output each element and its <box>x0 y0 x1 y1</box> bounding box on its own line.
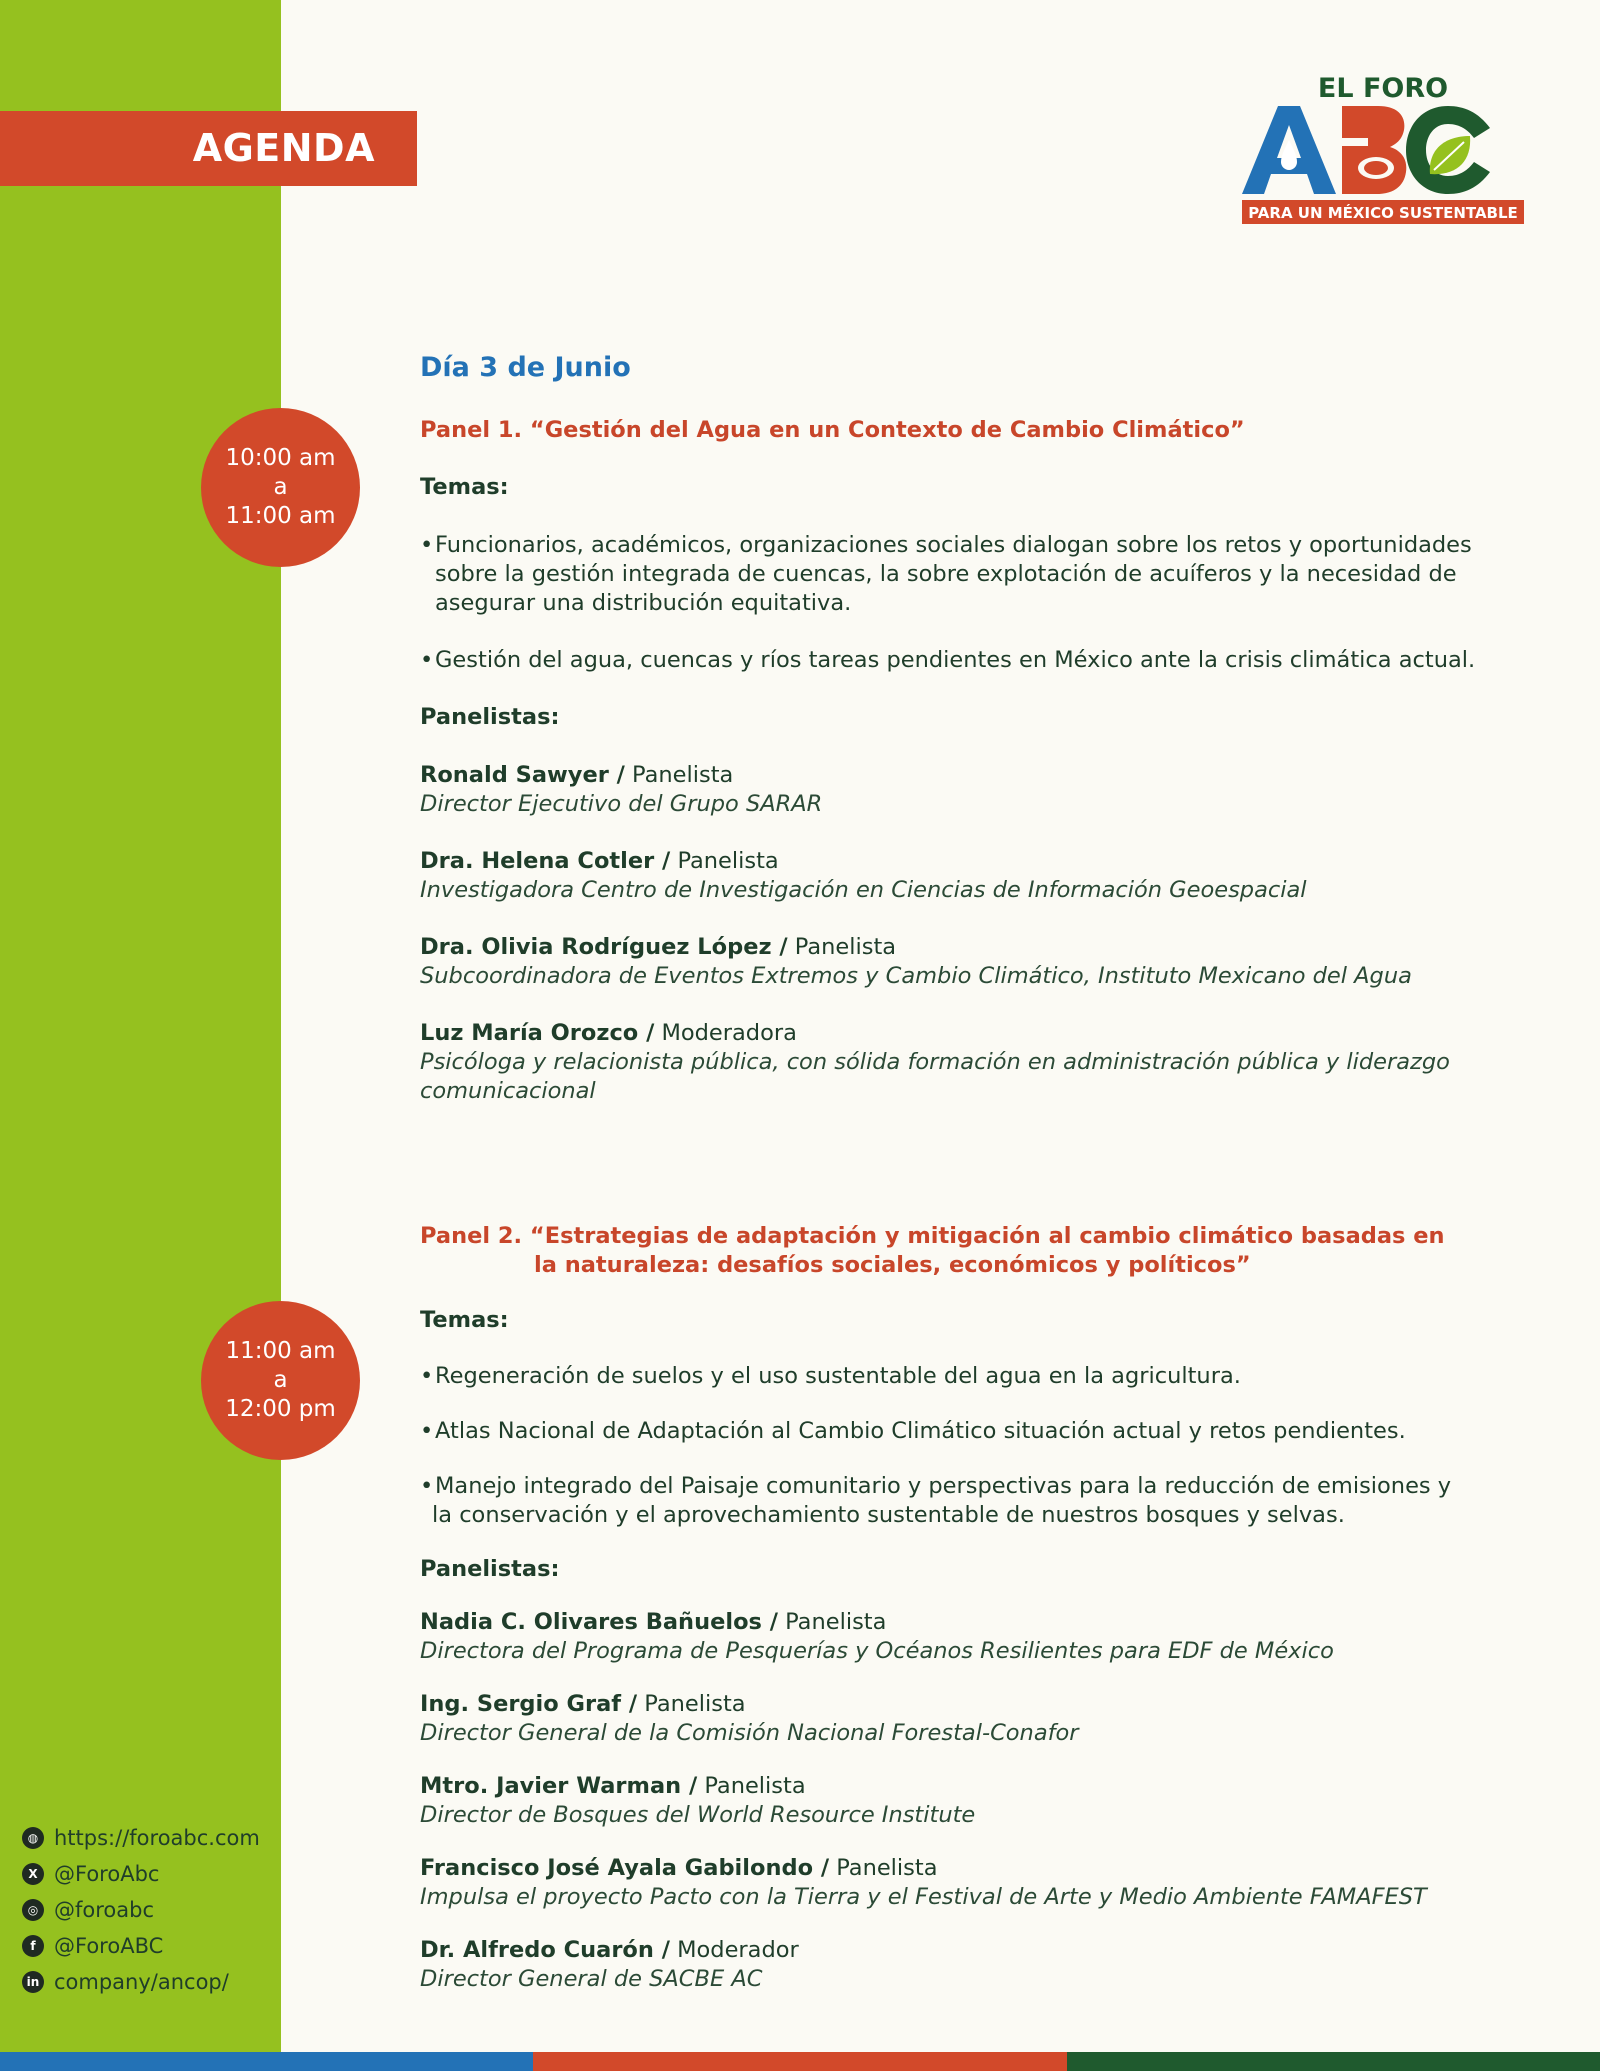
tema-item: •Funcionarios, académicos, organizaciones sociales dialogan sobre los retos y oportunidades sobre la gestión integrada de cuencas, la sobre explotación de acuíferos y la necesidad de asegurar una distribución equitativa. <box>420 532 1472 616</box>
panelist-description: Director de Bosques del World Resource Institute <box>420 1802 976 1828</box>
footer-bar-green <box>1067 2052 1600 2071</box>
globe-icon: ◍ <box>22 1827 44 1849</box>
bullet-icon: • <box>420 532 434 558</box>
time-start: 10:00 am <box>225 445 336 471</box>
panelist-role: Panelista <box>677 848 779 874</box>
panelist-entry <box>420 1772 1560 1830</box>
panelist-entry <box>420 1690 1560 1748</box>
tema-item: •Manejo integrado del Paisaje comunitario y perspectivas para la reducción de emisiones y la conservación y el aprovechamiento sustentable de nuestros bosques y selvas. <box>420 1473 1452 1528</box>
logo-top-text: EL FORO <box>1317 73 1449 104</box>
panelist-entry <box>420 761 1560 819</box>
linkedin-link[interactable]: in company/ancop/ <box>22 1964 260 2000</box>
tema-item: •Regeneración de suelos y el uso sustentable del agua en la agricultura. <box>420 1363 1241 1389</box>
linkedin-icon: in <box>22 1971 44 1993</box>
moderator-entry <box>420 1019 1560 1106</box>
panelist-description: Director General de la Comisión Nacional Forestal-Conafor <box>420 1720 1079 1746</box>
tema-item: •Gestión del agua, cuencas y ríos tareas pendientes en México ante la crisis climática actual. <box>420 647 1476 673</box>
facebook-icon: f <box>22 1935 44 1957</box>
x-link[interactable]: X @ForoAbc <box>22 1856 260 1892</box>
panelist-role: Panelista <box>644 1691 746 1717</box>
panelist-entry <box>420 847 1560 905</box>
temas-label: Temas: <box>420 1307 509 1333</box>
time-start: 11:00 am <box>225 1338 336 1364</box>
temas-label: Temas: <box>420 474 509 500</box>
panelist-name: Dra. Olivia Rodríguez López / <box>420 934 788 960</box>
panelist-name: Ing. Sergio Graf / <box>420 1691 638 1717</box>
logo-letter-b <box>1342 106 1406 194</box>
instagram-icon: ◎ <box>22 1899 44 1921</box>
panelist-description: Director Ejecutivo del Grupo SARAR <box>420 791 823 817</box>
day-title: Día 3 de Junio <box>420 352 631 383</box>
panel-1-title: Panel 1. “Gestión del Agua en un Contexto de Cambio Climático” <box>420 417 1245 443</box>
panelist-name: Ronald Sawyer / <box>420 762 625 788</box>
agenda-banner: AGENDA <box>0 111 417 186</box>
time-separator: a <box>273 474 288 500</box>
panelist-name: Francisco José Ayala Gabilondo / <box>420 1855 830 1881</box>
panelistas-label: Panelistas: <box>420 704 560 730</box>
bullet-icon: • <box>420 1363 434 1389</box>
panelist-entry <box>420 1608 1560 1666</box>
time-separator: a <box>273 1367 288 1393</box>
time-badge-panel-1 <box>201 408 360 567</box>
panelist-name: Luz María Orozco / <box>420 1020 655 1046</box>
bullet-icon: • <box>420 647 434 673</box>
panel-2-title: Panel 2. “Estrategias de adaptación y mitigación al cambio climático basadas en la naturaleza: desafíos sociales, económicos y políticos” <box>420 1223 1445 1278</box>
panelist-role: Panelista <box>836 1855 938 1881</box>
panelist-entry <box>420 1854 1560 1912</box>
panelist-description: Directora del Programa de Pesquerías y Océanos Resilientes para EDF de México <box>420 1638 1334 1664</box>
panelist-role: Moderador <box>677 1937 799 1963</box>
panelist-description-cont: comunicacional <box>420 1078 596 1104</box>
moderator-entry <box>420 1936 1560 1994</box>
panelist-description: Psicóloga y relacionista pública, con sólida formación en administración pública y liderazgo <box>420 1049 1450 1075</box>
panelist-role: Moderadora <box>661 1020 797 1046</box>
panelist-role: Panelista <box>785 1609 887 1635</box>
water-drop-icon <box>1281 140 1297 170</box>
logo-tagline: PARA UN MÉXICO SUSTENTABLE <box>1248 204 1518 222</box>
panelist-description: Director General de SACBE AC <box>420 1966 763 1992</box>
panelist-description: Investigadora Centro de Investigación en Ciencias de Información Geoespacial <box>420 877 1307 903</box>
panelistas-label: Panelistas: <box>420 1556 560 1582</box>
time-badge-panel-2 <box>201 1301 360 1460</box>
time-end: 11:00 am <box>225 503 336 529</box>
panelist-entry <box>420 933 1560 991</box>
social-links <box>22 1820 260 2000</box>
bullet-icon: • <box>420 1473 434 1499</box>
time-end: 12:00 pm <box>225 1396 336 1422</box>
panelist-name: Nadia C. Olivares Bañuelos / <box>420 1609 778 1635</box>
panelist-description: Subcoordinadora de Eventos Extremos y Cambio Climático, Instituto Mexicano del Agua <box>420 963 1412 989</box>
website-link[interactable]: ◍ https://foroabc.com <box>22 1820 260 1856</box>
panelist-name: Mtro. Javier Warman / <box>420 1773 698 1799</box>
panelist-role: Panelista <box>704 1773 806 1799</box>
panelist-name: Dr. Alfredo Cuarón / <box>420 1937 670 1963</box>
x-icon: X <box>22 1863 44 1885</box>
footer-bar-red <box>533 2052 1067 2071</box>
tema-item: •Atlas Nacional de Adaptación al Cambio Climático situación actual y retos pendientes. <box>420 1418 1406 1444</box>
bullet-icon: • <box>420 1418 434 1444</box>
foro-abc-logo <box>1238 70 1528 230</box>
panelist-name: Dra. Helena Cotler / <box>420 848 671 874</box>
green-sidebar <box>0 0 281 2052</box>
panelist-role: Panelista <box>632 762 734 788</box>
instagram-link[interactable]: ◎ @foroabc <box>22 1892 260 1928</box>
facebook-link[interactable]: f @ForoABC <box>22 1928 260 1964</box>
footer-bar-blue <box>0 2052 533 2071</box>
panelist-description: Impulsa el proyecto Pacto con la Tierra y el Festival de Arte y Medio Ambiente FAMAFEST <box>420 1884 1427 1910</box>
panelist-role: Panelista <box>794 934 897 960</box>
